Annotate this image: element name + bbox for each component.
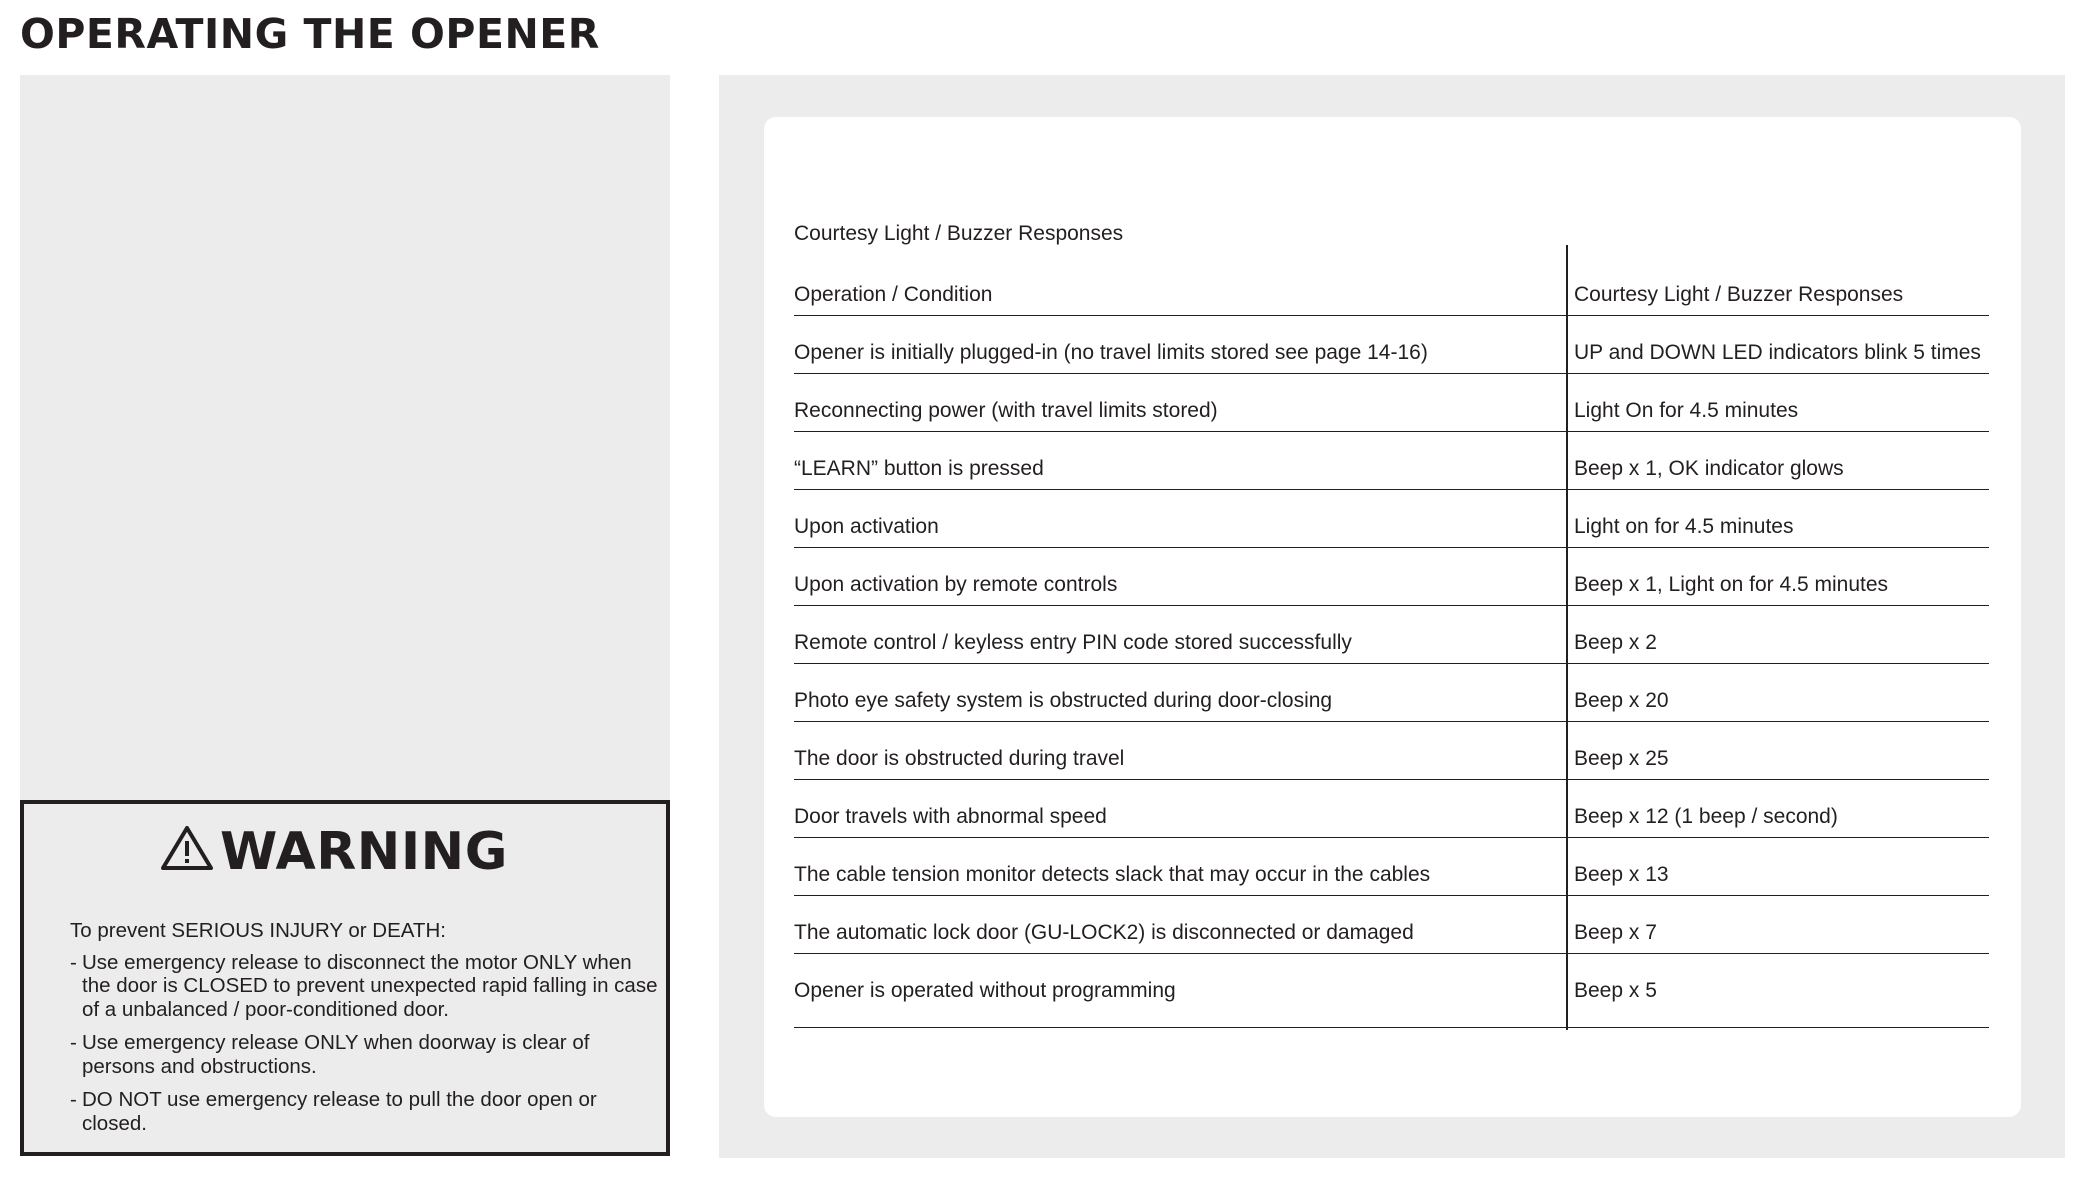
table-row <box>794 954 1989 1028</box>
table-row <box>794 780 1989 838</box>
table-row <box>794 316 1989 374</box>
cell-response: Light On for 4.5 minutes <box>1574 399 1799 422</box>
cell-operation: Opener is operated without programming <box>794 979 1176 1002</box>
cell-response: Beep x 20 <box>1574 689 1669 712</box>
table-row <box>794 374 1989 432</box>
warning-header <box>160 822 508 882</box>
table-row <box>794 432 1989 490</box>
table-card <box>764 117 2021 1117</box>
warning-item: - Use emergency release ONLY when doorway is clear of persons and obstructions. <box>70 1031 660 1078</box>
cell-response: Beep x 2 <box>1574 631 1657 654</box>
warning-body <box>70 919 660 1145</box>
cell-response: Beep x 1, OK indicator glows <box>1574 457 1844 480</box>
cell-response: Beep x 7 <box>1574 921 1657 944</box>
page-title: OPERATING THE OPENER <box>20 10 600 58</box>
cell-operation: The cable tension monitor detects slack that may occur in the cables <box>794 863 1431 886</box>
header-operation: Operation / Condition <box>794 283 993 306</box>
warning-triangle-icon <box>160 825 214 871</box>
warning-item: - DO NOT use emergency release to pull the door open or closed. <box>70 1088 660 1135</box>
warning-title: WARNING <box>220 822 508 882</box>
illustration-area <box>20 75 670 800</box>
table-row <box>794 548 1989 606</box>
cell-response: Beep x 12 (1 beep / second) <box>1574 805 1838 828</box>
cell-response: Beep x 25 <box>1574 747 1669 770</box>
cell-operation: Door travels with abnormal speed <box>794 805 1107 828</box>
warning-item: - Use emergency release to disconnect the motor ONLY when the door is CLOSED to prevent unexpected rapid falling in case of a unbalanced / poor-conditioned door. <box>70 951 660 1022</box>
cell-operation: “LEARN” button is pressed <box>794 457 1044 480</box>
header-response: Courtesy Light / Buzzer Responses <box>1574 283 1904 306</box>
cell-response: Beep x 5 <box>1574 979 1657 1002</box>
cell-operation: The door is obstructed during travel <box>794 747 1125 770</box>
cell-operation: Upon activation by remote controls <box>794 573 1118 596</box>
cell-response: Beep x 13 <box>1574 863 1669 886</box>
cell-response: Light on for 4.5 minutes <box>1574 515 1794 538</box>
table-row <box>794 490 1989 548</box>
cell-operation: Photo eye safety system is obstructed during door-closing <box>794 689 1333 712</box>
cell-operation: Opener is initially plugged-in (no travel limits stored see page 14-16) <box>794 341 1428 364</box>
table-row <box>794 896 1989 954</box>
table-row <box>794 664 1989 722</box>
cell-response: Beep x 1, Light on for 4.5 minutes <box>1574 573 1889 596</box>
cell-operation: Reconnecting power (with travel limits stored) <box>794 399 1218 422</box>
table-caption: Courtesy Light / Buzzer Responses <box>794 222 1124 245</box>
warning-intro: To prevent SERIOUS INJURY or DEATH: <box>70 919 446 942</box>
warning-list <box>70 951 660 1136</box>
responses-table <box>794 263 1989 1028</box>
table-row <box>794 722 1989 780</box>
table-header-row <box>794 263 1989 316</box>
warning-box <box>20 800 670 1156</box>
table-row <box>794 606 1989 664</box>
cell-response: UP and DOWN LED indicators blink 5 times <box>1574 341 1981 364</box>
cell-operation: Remote control / keyless entry PIN code stored successfully <box>794 631 1352 654</box>
table-panel <box>719 75 2065 1158</box>
table-row <box>794 838 1989 896</box>
cell-operation: Upon activation <box>794 515 939 538</box>
cell-operation: The automatic lock door (GU-LOCK2) is disconnected or damaged <box>794 921 1414 944</box>
